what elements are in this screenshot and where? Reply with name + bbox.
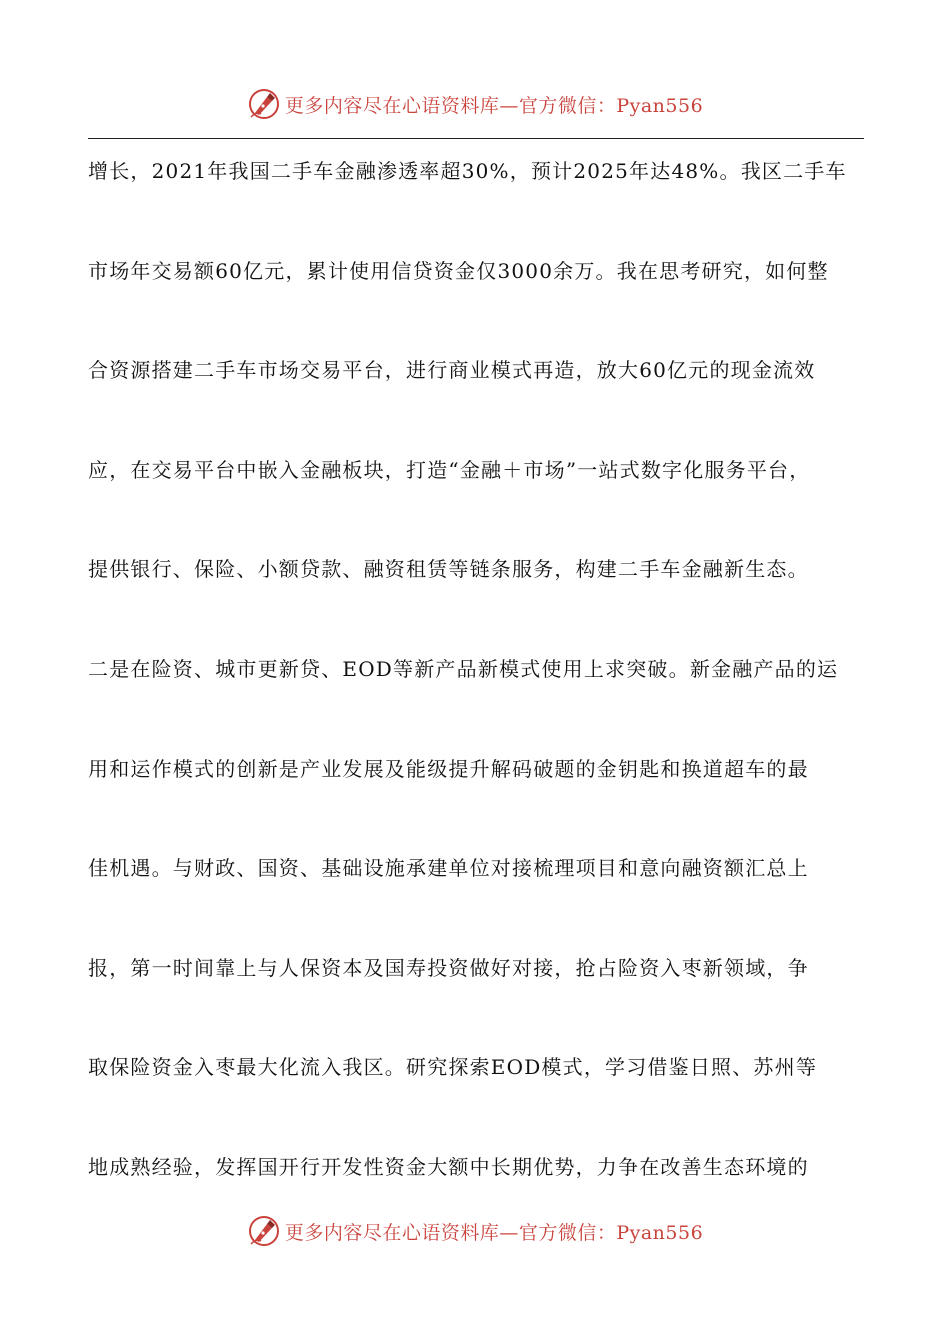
- footer-banner-text: 更多内容尽在心语资料库—官方微信：Pyan556: [284, 1221, 704, 1244]
- body-line: 佳机遇。与财政、国资、基础设施承建单位对接梳理项目和意向融资额汇总上: [88, 856, 809, 881]
- header-banner-inner: [247, 87, 703, 121]
- body-line: 二是在险资、城市更新贷、EOD等新产品新模式使用上求突破。新金融产品的运: [88, 656, 839, 681]
- footer-banner-inner: [247, 1214, 703, 1248]
- body-line: 应，在交易平台中嵌入金融板块，打造“金融＋市场”一站式数字化服务平台，: [88, 457, 811, 482]
- body-line: 市场年交易额60亿元，累计使用信贷资金仅3000余万。我在思考研究，如何整: [88, 258, 829, 283]
- body-line: 用和运作模式的创新是产业发展及能级提升解码破题的金钥匙和换道超车的最: [88, 756, 809, 781]
- body-line: 合资源搭建二手车市场交易平台，进行商业模式再造，放大60亿元的现金流效: [88, 358, 816, 383]
- document-body: [88, 147, 864, 1243]
- body-line: 取保险资金入枣最大化流入我区。研究探索EOD模式，学习借鉴日照、苏州等: [88, 1055, 818, 1080]
- header-divider: [88, 138, 864, 139]
- body-line: 报，第一时间靠上与人保资本及国寿投资做好对接，抢占险资入枣新领域，争: [88, 955, 809, 980]
- pen-nib-logo-icon: [247, 87, 281, 121]
- footer-banner: [0, 1211, 950, 1251]
- header-banner: [0, 84, 950, 124]
- pen-nib-logo-icon: [247, 1214, 281, 1248]
- body-line: 提供银行、保险、小额贷款、融资租赁等链条服务，构建二手车金融新生态。: [88, 557, 809, 582]
- body-line: 地成熟经验，发挥国开行开发性资金大额中长期优势，力争在改善生态环境的: [88, 1154, 809, 1179]
- body-line: 增长，2021年我国二手车金融渗透率超30%，预计2025年达48%。我区二手车: [88, 159, 847, 183]
- header-banner-text: 更多内容尽在心语资料库—官方微信：Pyan556: [284, 94, 704, 117]
